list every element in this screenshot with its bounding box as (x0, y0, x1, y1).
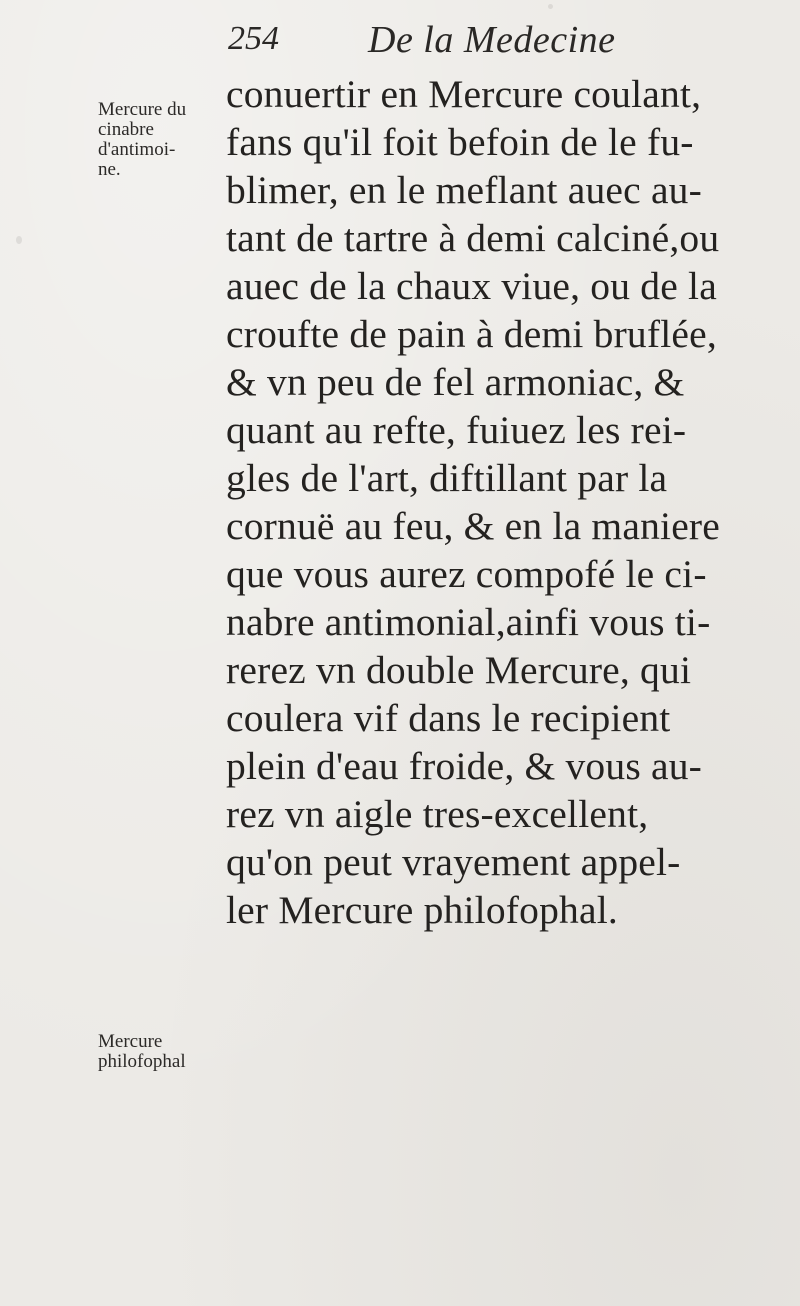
text-line: conuertir en Mercure coulant, (226, 72, 702, 116)
page-header (0, 18, 800, 66)
margin-note-line: ne. (98, 159, 121, 180)
text-line: quant au refte, fuiuez les rei- (226, 408, 687, 452)
margin-note-line: cinabre (98, 119, 154, 140)
text-line: nabre antimonial,ainfi vous ti- (226, 600, 711, 644)
margin-note-line: Mercure (98, 1031, 163, 1052)
text-line: cornuë au feu, & en la maniere (226, 504, 721, 548)
text-line: qu'on peut vrayement appel- (226, 840, 681, 884)
text-line: auec de la chaux viue, ou de la (226, 264, 717, 308)
margin-note-line: Mercure du (98, 99, 187, 120)
text-line: coulera vif dans le recipient (226, 696, 671, 740)
ink-blot (16, 236, 22, 244)
text-line: plein d'eau froide, & vous au- (226, 744, 703, 788)
page-number: 254 (228, 20, 279, 57)
body-text (226, 70, 786, 934)
text-line: tant de tartre à demi calciné,ou (226, 216, 720, 260)
text-line: rez vn aigle tres-excellent, (226, 792, 649, 836)
text-line: & vn peu de fel armoniac, & (226, 360, 685, 404)
text-line: gles de l'art, diftillant par la (226, 456, 668, 500)
margin-note-line: d'antimoi- (98, 139, 176, 160)
margin-note (98, 100, 186, 180)
text-line: rerez vn double Mercure, qui (226, 648, 692, 692)
text-line: blimer, en le meflant auec au- (226, 168, 702, 212)
text-line: que vous aurez compofé le ci- (226, 552, 707, 596)
text-line: fans qu'il foit befoin de le fu- (226, 120, 694, 164)
margin-note (98, 1032, 186, 1072)
text-line: ler Mercure philofophal. (226, 888, 618, 932)
margin-note-line: philofophal (98, 1051, 186, 1072)
text-line: croufte de pain à demi bruflée, (226, 312, 717, 356)
ink-blot (548, 4, 553, 9)
running-title: De la Medecine (368, 19, 616, 61)
